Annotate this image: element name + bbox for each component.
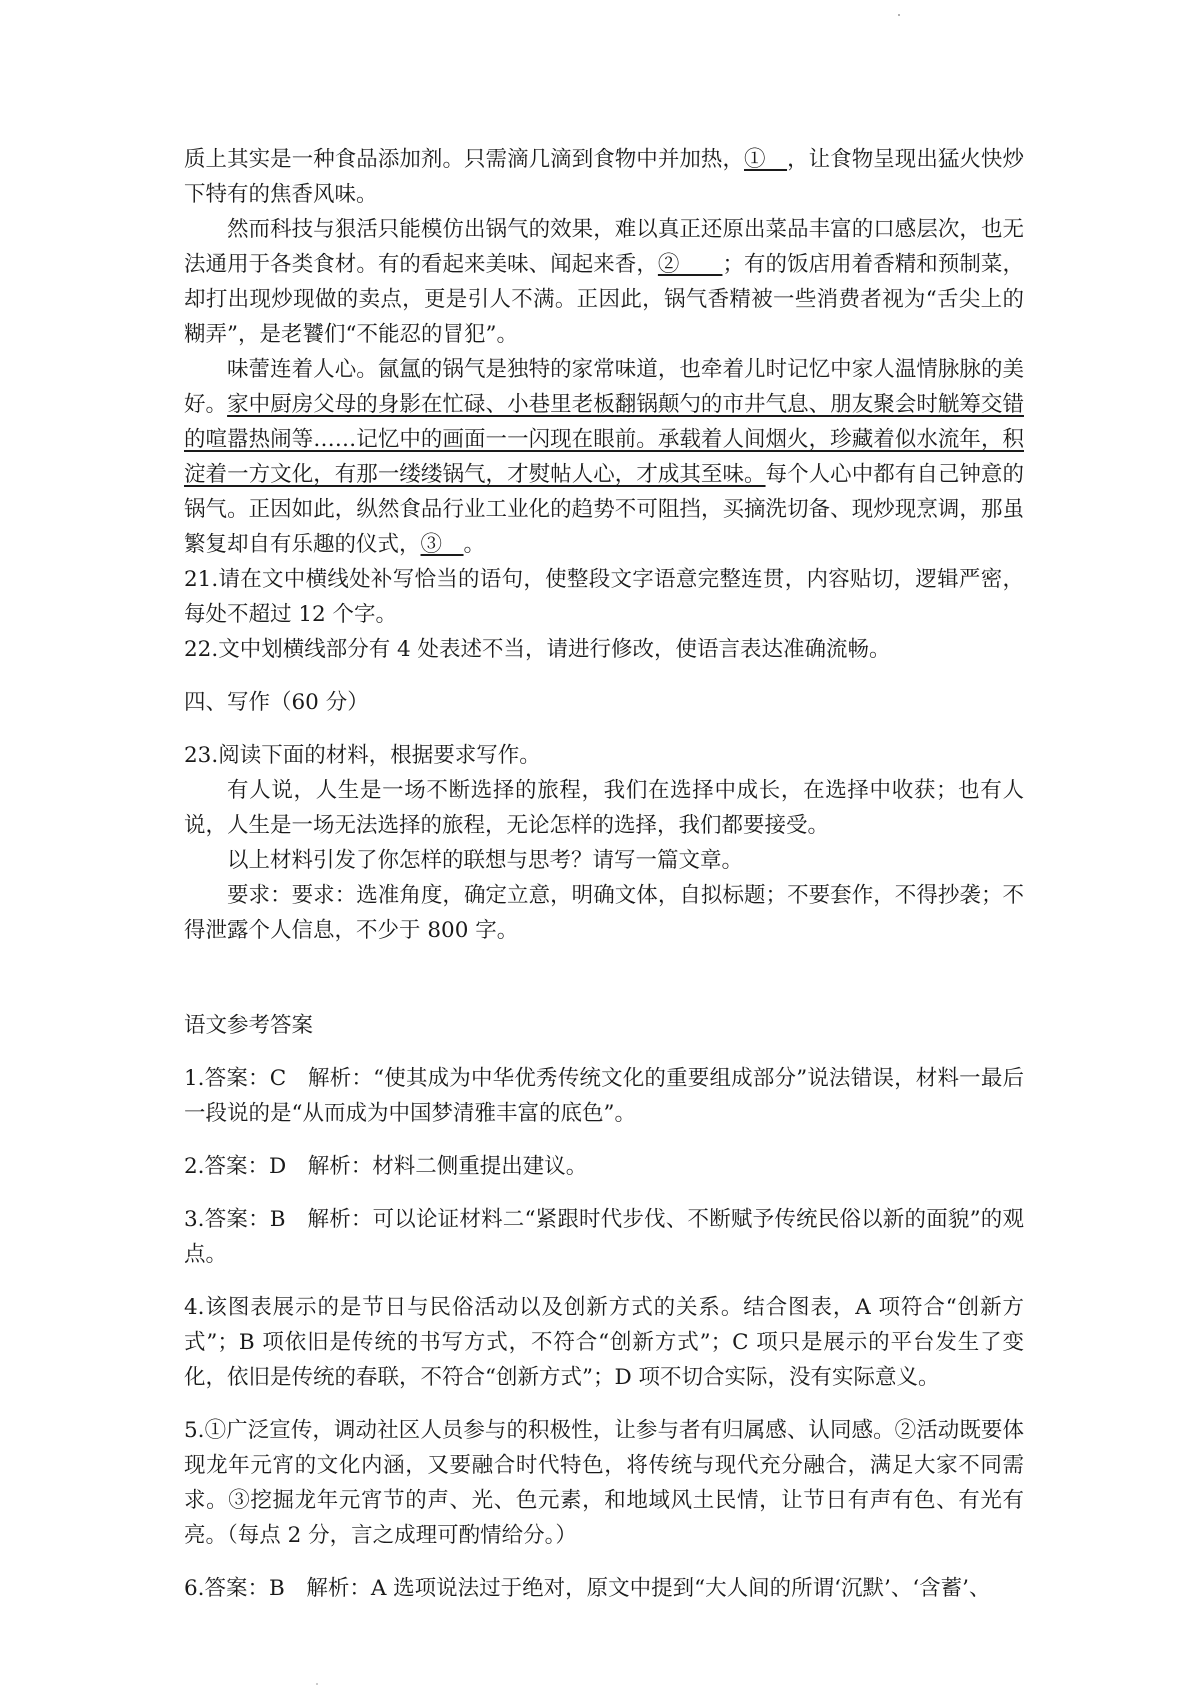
answer-3: 3.答案：B 解析：可以论证材料二“紧跟时代步伐、不断赋予传统民俗以新的面貌”的观点。	[184, 1207, 1024, 1267]
question-21: 21.请在文中横线处补写恰当的语句，使整段文字语意完整连贯，内容贴切，逻辑严密，每处不超过 12 个字。	[184, 567, 1024, 627]
document-page	[184, 142, 1024, 1606]
answer-2: 2.答案：D 解析：材料二侧重提出建议。	[184, 1154, 588, 1179]
fill-blank-1: ①__	[744, 147, 788, 172]
fill-blank-3: ③__	[420, 532, 464, 557]
answers-heading: 语文参考答案	[184, 1013, 314, 1038]
answer-5: 5.①广泛宣传，调动社区人员参与的积极性，让参与者有归属感、认同感。②活动既要体现龙年元宵的文化内涵，又要融合时代特色，将传统与现代充分融合，满足大家不同需求。③挖掘龙年元宵节的声、光、色元素，和地域风土民情，让节日有声有色、有光有亮。（每点 2 分，言之成理可酌情给分。）	[184, 1418, 1024, 1548]
passage-paragraph-1: 质上其实是一种食品添加剂。只需滴几滴到食物中并加热，①__，让食物呈现出猛火快炒下特有的焦香风味。	[184, 147, 1024, 207]
answer-6: 6.答案：B 解析：A 选项说法过于绝对，原文中提到“大人间的所谓‘沉默’、‘含蓄’、	[184, 1576, 991, 1601]
answer-1: 1.答案：C 解析：“使其成为中华优秀传统文化的重要组成部分”说法错误，材料一最后一段说的是“从而成为中国梦清雅丰富的底色”。	[184, 1066, 1024, 1126]
question-23-prompt: 以上材料引发了你怎样的联想与思考？请写一篇文章。	[227, 848, 744, 873]
passage-paragraph-3: 味蕾连着人心。氤氲的锅气是独特的家常味道，也牵着儿时记忆中家人温情脉脉的美好。家中厨房父母的身影在忙碌、小巷里老板翻锅颠勺的市井气息、朋友聚会时觥筹交错的喧嚣热闹等……记忆中的画面一一闪现在眼前。承载着人间烟火，珍藏着似水流年，积淀着一方文化，有那一缕缕锅气，才熨帖人心，才成其至味。每个人心中都有自己钟意的锅气。正因如此，纵然食品行业工业化的趋势不可阻挡，买摘洗切备、现炒现烹调，那虽繁复却自有乐趣的仪式，③__。	[184, 357, 1024, 557]
question-22: 22.文中划横线部分有 4 处表述不当，请进行修改，使语言表达准确流畅。	[184, 637, 891, 662]
question-23-requirements: 要求：要求：选准角度，确定立意，明确文体，自拟标题；不要套作，不得抄袭；不得泄露个人信息，不少于 800 字。	[184, 883, 1024, 943]
question-23-title: 23.阅读下面的材料，根据要求写作。	[184, 743, 541, 768]
passage-paragraph-2: 然而科技与狠活只能模仿出锅气的效果，难以真正还原出菜品丰富的口感层次，也无法通用于各类食材。有的看起来美味、闻起来香，②____；有的饭店用着香精和预制菜，却打出现炒现做的卖点，更是引人不满。正因此，锅气香精被一些消费者视为“舌尖上的糊弄”，是老饕们“不能忍的冒犯”。	[184, 217, 1024, 347]
fill-blank-2: ②____	[657, 252, 723, 277]
answer-4: 4.该图表展示的是节日与民俗活动以及创新方式的关系。结合图表，A 项符合“创新方式”；B 项依旧是传统的书写方式，不符合“创新方式”；C 项只是展示的平台发生了变化，依旧是传统的春联，不符合“创新方式”；D 项不切合实际，没有实际意义。	[184, 1295, 1024, 1390]
scan-speck	[898, 14, 900, 16]
question-23-material: 有人说，人生是一场不断选择的旅程，我们在选择中成长，在选择中收获；也有人说，人生是一场无法选择的旅程，无论怎样的选择，我们都要接受。	[184, 778, 1024, 838]
scan-speck	[316, 1683, 318, 1685]
underlined-passage: 家中厨房父母的身影在忙碌、小巷里老板翻锅颠勺的市井气息、朋友聚会时觥筹交错的喧嚣热闹等……记忆中的画面一一闪现在眼前。承载着人间烟火，珍藏着似水流年，积淀着一方文化，有那一缕缕锅气，才熨帖人心，才成其至味。	[184, 392, 1024, 487]
section-title-writing: 四、写作（60 分）	[184, 690, 369, 715]
